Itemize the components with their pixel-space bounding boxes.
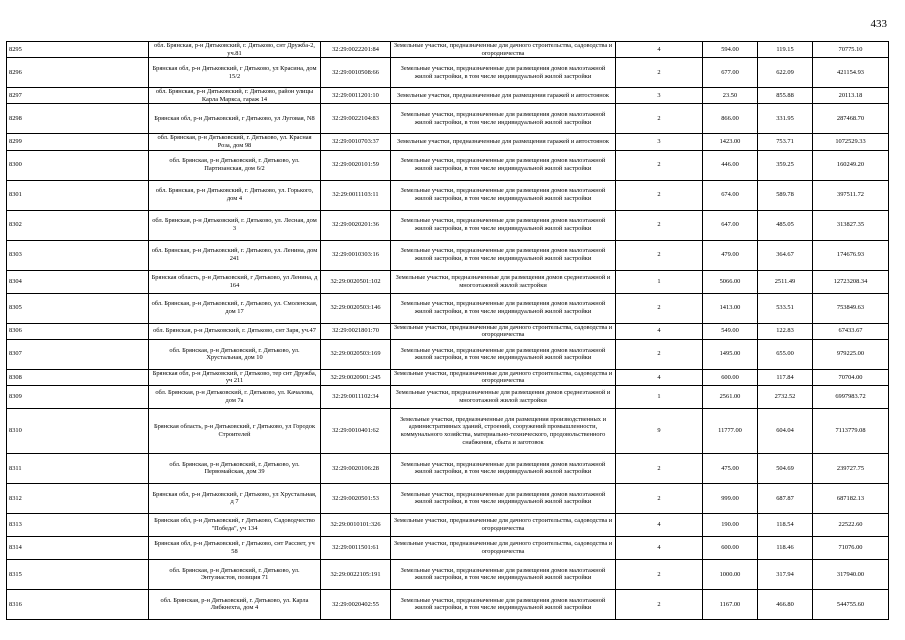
row-cadastral-number: 32:29:0022105:191 [321,559,391,589]
row-address: обл. Брянская, р-н Дятьковский, г. Дятьково, ул. Энтузиастов, позиция 71 [149,559,321,589]
row-address: обл. Брянская, р-н Дятьковский, г. Дятьково, снт Дружба-2, уч.81 [149,42,321,58]
table-row [7,150,889,180]
row-land-use: Земельные участки, предназначенные для размещения гаражей и автостоянок [391,88,616,104]
row-area: 594.00 [703,42,758,58]
row-address: обл. Брянская, р-н Дятьковский, г. Дятьково, ул. Первомайская, дом 39 [149,453,321,483]
row-cadastral-value: 160249.20 [813,150,889,180]
row-unit-value: 364.67 [758,240,813,270]
row-cadastral-value: 70704.00 [813,369,889,385]
row-number: 8297 [7,88,149,104]
row-land-use: Земельные участки, предназначенные для дачного строительства, садоводства и огородничества [391,536,616,559]
row-land-use: Земельные участки, предназначенные для размещения домов малоэтажной жилой застройки, в том числе индивидуальной жилой застройки [391,150,616,180]
row-cadastral-number: 32:29:0020503:146 [321,293,391,323]
row-address: обл. Брянская, р-н Дятьковский, г. Дятьково, ул. Красная Роза, дом 98 [149,134,321,150]
row-cadastral-value: 71076.00 [813,536,889,559]
row-land-use: Земельные участки, предназначенные для дачного строительства, садоводства и огородничества [391,42,616,58]
row-address: Брянская обл, р-н Дятьковский, г Дятьково, снт Рассвет, уч 58 [149,536,321,559]
row-number: 8306 [7,323,149,339]
row-area: 475.00 [703,453,758,483]
row-unit-value: 655.00 [758,339,813,369]
table-row [7,513,889,536]
row-group: 4 [616,369,703,385]
row-land-use: Земельные участки, предназначенные для размещения домов малоэтажной жилой застройки, в том числе индивидуальной жилой застройки [391,104,616,134]
row-address: Брянская область, р-н Дятьковский, г Дятьково, ул Ленина, д 164 [149,270,321,293]
row-cadastral-number: 32:29:0010401:62 [321,408,391,453]
row-cadastral-number: 32:29:0010303:16 [321,240,391,270]
row-cadastral-number: 32:29:0011103:11 [321,180,391,210]
row-land-use: Земельные участки, предназначенные для размещения домов малоэтажной жилой застройки, в том числе индивидуальной жилой застройки [391,58,616,88]
row-address: обл. Брянская, р-н Дятьковский, г. Дятьково, снт Заря, уч.47 [149,323,321,339]
row-unit-value: 753.71 [758,134,813,150]
row-cadastral-number: 32:29:0010508:66 [321,58,391,88]
row-area: 479.00 [703,240,758,270]
row-land-use: Земельные участки, предназначенные для размещения домов малоэтажной жилой застройки, в том числе индивидуальной жилой застройки [391,483,616,513]
row-number: 8308 [7,369,149,385]
row-unit-value: 504.69 [758,453,813,483]
row-area: 1167.00 [703,589,758,619]
row-cadastral-value: 287468.70 [813,104,889,134]
table-row [7,240,889,270]
row-number: 8311 [7,453,149,483]
row-unit-value: 604.04 [758,408,813,453]
row-number: 8316 [7,589,149,619]
row-cadastral-value: 70775.10 [813,42,889,58]
row-number: 8299 [7,134,149,150]
row-cadastral-value: 239727.75 [813,453,889,483]
table-row [7,88,889,104]
row-group: 2 [616,150,703,180]
row-cadastral-number: 32:29:0011501:61 [321,536,391,559]
row-number: 8300 [7,150,149,180]
row-group: 2 [616,559,703,589]
table-row [7,339,889,369]
row-cadastral-value: 313827.35 [813,210,889,240]
row-land-use: Земельные участки, предназначенные для размещения домов малоэтажной жилой застройки, в том числе индивидуальной жилой застройки [391,293,616,323]
row-address: Брянская обл, р-н Дятьковский, г Дятьково, ул Луговая, N8 [149,104,321,134]
row-land-use: Земельные участки, предназначенные для размещения домов среднеэтажной и многоэтажной жилой застройки [391,270,616,293]
row-number: 8301 [7,180,149,210]
row-cadastral-value: 317940.00 [813,559,889,589]
row-area: 1423.00 [703,134,758,150]
row-area: 549.00 [703,323,758,339]
row-area: 5066.00 [703,270,758,293]
row-area: 1413.00 [703,293,758,323]
row-cadastral-number: 32:29:0022201:84 [321,42,391,58]
row-cadastral-value: 20113.18 [813,88,889,104]
row-number: 8314 [7,536,149,559]
table-row [7,369,889,385]
table-row [7,134,889,150]
row-unit-value: 2732.52 [758,385,813,408]
row-address: обл. Брянская, р-н Дятьковский, г. Дятьково, ул. Ленина, дом 241 [149,240,321,270]
row-cadastral-value: 7113779.08 [813,408,889,453]
row-land-use: Земельные участки, предназначенные для дачного строительства, садоводства и огородничества [391,513,616,536]
table-row [7,210,889,240]
row-cadastral-value: 6997983.72 [813,385,889,408]
row-group: 2 [616,339,703,369]
row-cadastral-value: 753849.63 [813,293,889,323]
row-cadastral-number: 32:29:0010703:37 [321,134,391,150]
row-area: 11777.00 [703,408,758,453]
row-cadastral-number: 32:29:0020501:53 [321,483,391,513]
row-cadastral-number: 32:29:0020501:102 [321,270,391,293]
row-area: 23.50 [703,88,758,104]
row-address: обл. Брянская, р-н Дятьковский, г. Дятьково, район улицы Карла Маркса, гараж 14 [149,88,321,104]
row-cadastral-number: 32:29:0011201:10 [321,88,391,104]
row-number: 8305 [7,293,149,323]
row-unit-value: 485.05 [758,210,813,240]
row-address: обл. Брянская, р-н Дятьковский, г. Дятьково, ул. Карла Либкнехта, дом 4 [149,589,321,619]
row-unit-value: 466.80 [758,589,813,619]
row-group: 4 [616,536,703,559]
row-address: Брянская обл, р-н Дятьковский, г Дятьково, ул Хрустальная, д 7 [149,483,321,513]
row-group: 2 [616,483,703,513]
row-number: 8315 [7,559,149,589]
row-area: 1000.00 [703,559,758,589]
row-group: 4 [616,42,703,58]
row-address: обл. Брянская, р-н Дятьковский, г. Дятьково, ул. Горького, дом 4 [149,180,321,210]
row-group: 2 [616,104,703,134]
row-cadastral-value: 1072529.33 [813,134,889,150]
row-group: 4 [616,513,703,536]
row-area: 677.00 [703,58,758,88]
row-group: 1 [616,385,703,408]
row-area: 1495.00 [703,339,758,369]
table-row [7,385,889,408]
row-land-use: Земельные участки, предназначенные для размещения гаражей и автостоянок [391,134,616,150]
row-group: 2 [616,589,703,619]
row-unit-value: 533.51 [758,293,813,323]
row-unit-value: 118.46 [758,536,813,559]
row-unit-value: 331.95 [758,104,813,134]
row-number: 8298 [7,104,149,134]
row-land-use: Земельные участки, предназначенные для размещения домов малоэтажной жилой застройки, в том числе индивидуальной жилой застройки [391,589,616,619]
row-cadastral-value: 979225.00 [813,339,889,369]
row-group: 2 [616,293,703,323]
row-unit-value: 855.88 [758,88,813,104]
row-group: 2 [616,240,703,270]
row-cadastral-number: 32:29:0020201:36 [321,210,391,240]
row-cadastral-number: 32:29:0022104:83 [321,104,391,134]
row-number: 8302 [7,210,149,240]
row-address: Брянская обл, р-н Дятьковский, г Дятьково, ул Красина, дом 15/2 [149,58,321,88]
cadastral-value-table [6,41,889,620]
row-area: 866.00 [703,104,758,134]
row-land-use: Земельные участки, предназначенные для размещения домов малоэтажной жилой застройки, в том числе индивидуальной жилой застройки [391,210,616,240]
row-area: 446.00 [703,150,758,180]
row-cadastral-number: 32:29:0020101:59 [321,150,391,180]
row-unit-value: 119.15 [758,42,813,58]
row-cadastral-number: 32:29:0020901:245 [321,369,391,385]
row-area: 600.00 [703,536,758,559]
row-group: 3 [616,88,703,104]
row-number: 8296 [7,58,149,88]
table-row [7,536,889,559]
row-cadastral-number: 32:29:0020503:169 [321,339,391,369]
row-group: 3 [616,134,703,150]
row-unit-value: 622.09 [758,58,813,88]
row-area: 647.00 [703,210,758,240]
row-number: 8303 [7,240,149,270]
row-number: 8304 [7,270,149,293]
row-area: 674.00 [703,180,758,210]
row-land-use: Земельные участки, предназначенные для дачного строительства, садоводства и огородничества [391,323,616,339]
row-unit-value: 118.54 [758,513,813,536]
row-address: обл. Брянская, р-н Дятьковский, г. Дятьково, ул. Качалова, дом 7а [149,385,321,408]
row-unit-value: 122.83 [758,323,813,339]
row-group: 2 [616,210,703,240]
table-row [7,104,889,134]
row-number: 8295 [7,42,149,58]
row-land-use: Земельные участки, предназначенные для размещения домов малоэтажной жилой застройки, в том числе индивидуальной жилой застройки [391,559,616,589]
table-row [7,559,889,589]
row-number: 8307 [7,339,149,369]
row-area: 600.00 [703,369,758,385]
row-area: 999.00 [703,483,758,513]
table-row [7,589,889,619]
row-group: 9 [616,408,703,453]
row-unit-value: 2511.49 [758,270,813,293]
table-row [7,483,889,513]
row-area: 2561.00 [703,385,758,408]
row-address: Брянская обл, р-н Дятьковский, г Дятьково, тер снт Дружба, уч 211 [149,369,321,385]
row-land-use: Земельные участки, предназначенные для размещения домов малоэтажной жилой застройки, в том числе индивидуальной жилой застройки [391,180,616,210]
row-address: Брянская область, р-н Дятьковский, г Дятьково, ул Городок Строителей [149,408,321,453]
row-cadastral-value: 174676.93 [813,240,889,270]
row-land-use: Земельные участки, предназначенные для размещения домов малоэтажной жилой застройки, в том числе индивидуальной жилой застройки [391,339,616,369]
row-cadastral-value: 12723208.34 [813,270,889,293]
row-cadastral-number: 32:29:0020106:28 [321,453,391,483]
row-number: 8309 [7,385,149,408]
row-cadastral-number: 32:29:0010101:326 [321,513,391,536]
table-row [7,58,889,88]
row-land-use: Земельные участки, предназначенные для размещения домов малоэтажной жилой застройки, в том числе индивидуальной жилой застройки [391,240,616,270]
row-land-use: Земельные участки, предназначенные для дачного строительства, садоводства и огородничества [391,369,616,385]
row-unit-value: 317.94 [758,559,813,589]
table-row [7,323,889,339]
row-unit-value: 589.78 [758,180,813,210]
row-address: обл. Брянская, р-н Дятьковский, г. Дятьково, ул. Хрустальная, дом 10 [149,339,321,369]
row-cadastral-value: 397511.72 [813,180,889,210]
row-address: обл. Брянская, р-н Дятьковский, г. Дятьково, ул. Партизанская, дом 6/2 [149,150,321,180]
row-cadastral-value: 421154.93 [813,58,889,88]
row-unit-value: 687.87 [758,483,813,513]
row-number: 8313 [7,513,149,536]
row-group: 1 [616,270,703,293]
row-cadastral-number: 32:29:0021801:70 [321,323,391,339]
row-land-use: Земельные участки, предназначенные для размещения производственных и административных зданий, строений, сооружений промышленности, коммунального хозяйства, материально-технического, продовольственного снабжения, сбыта и заготовок [391,408,616,453]
row-unit-value: 359.25 [758,150,813,180]
row-cadastral-value: 67433.67 [813,323,889,339]
table-row [7,180,889,210]
row-number: 8312 [7,483,149,513]
row-land-use: Земельные участки, предназначенные для размещения домов среднеэтажной и многоэтажной жилой застройки [391,385,616,408]
row-land-use: Земельные участки, предназначенные для размещения домов малоэтажной жилой застройки, в том числе индивидуальной жилой застройки [391,453,616,483]
row-number: 8310 [7,408,149,453]
table-row [7,270,889,293]
row-cadastral-value: 687182.13 [813,483,889,513]
page-number: 433 [870,18,887,30]
row-cadastral-number: 32:29:0020402:55 [321,589,391,619]
row-group: 2 [616,453,703,483]
row-group: 4 [616,323,703,339]
row-address: обл. Брянская, р-н Дятьковский, г. Дятьково, ул. Смоленская, дом 17 [149,293,321,323]
row-group: 2 [616,180,703,210]
table-row [7,453,889,483]
row-group: 2 [616,58,703,88]
row-address: обл. Брянская, р-н Дятьковский, г. Дятьково, ул. Лесная, дом 3 [149,210,321,240]
table-row [7,293,889,323]
row-cadastral-number: 32:29:0011102:34 [321,385,391,408]
row-address: Брянская обл, р-н Дятьковский, г Дятьково, Садоводчество "Победа", уч 134 [149,513,321,536]
row-area: 190.00 [703,513,758,536]
table-row [7,42,889,58]
row-cadastral-value: 22522.60 [813,513,889,536]
row-cadastral-value: 544755.60 [813,589,889,619]
row-unit-value: 117.84 [758,369,813,385]
table-row [7,408,889,453]
